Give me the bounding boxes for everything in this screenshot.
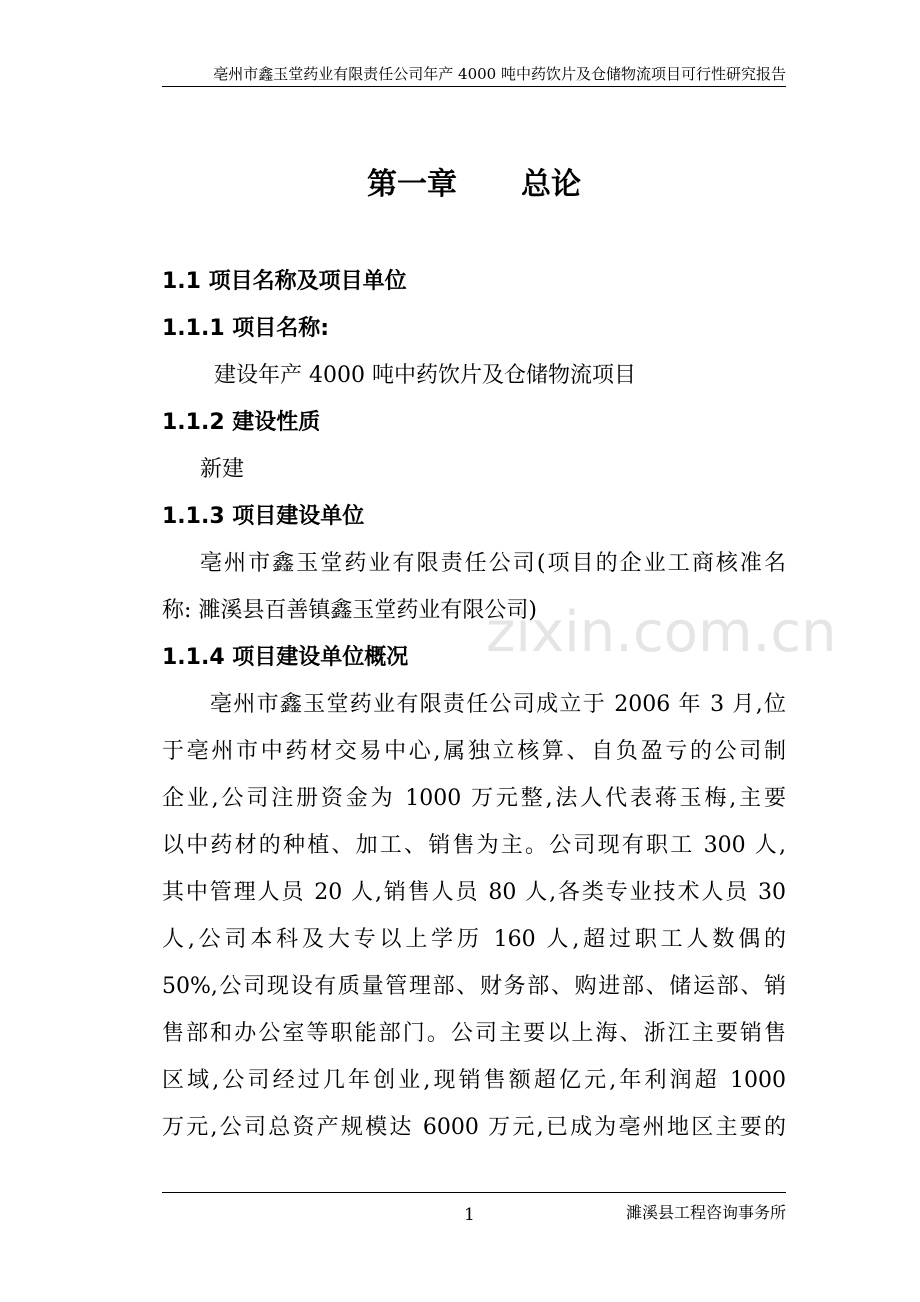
section-heading-1-1-3: 1.1.3 项目建设单位 — [162, 504, 365, 529]
document-body — [162, 258, 786, 1151]
section-heading-1-1: 1.1 项目名称及项目单位 — [162, 269, 407, 294]
construction-nature-text: 新建 — [200, 457, 245, 482]
paragraph-line: 50%,公司现设有质量管理部、财务部、购进部、储运部、销 — [162, 974, 786, 999]
paragraph-line: 于亳州市中药材交易中心,属独立核算、自负盈亏的公司制 — [162, 739, 786, 764]
chapter-heading — [162, 160, 786, 210]
section-heading-1-1-4: 1.1.4 项目建设单位概况 — [162, 645, 409, 670]
section-heading-1-1-2: 1.1.2 建设性质 — [162, 410, 321, 435]
section-heading-1-1-1: 1.1.1 项目名称: — [162, 316, 330, 341]
footer-organization: 濉溪县工程咨询事务所 — [625, 1203, 786, 1222]
running-header: 亳州市鑫玉堂药业有限责任公司年产 4000 吨中药饮片及仓储物流项目可行性研究报告 — [213, 65, 786, 83]
watermark: zixin.com.cn — [486, 600, 837, 665]
footer-divider — [162, 1192, 786, 1193]
paragraph-line: 售部和办公室等职能部门。公司主要以上海、浙江主要销售 — [162, 1021, 786, 1046]
chapter-title: 总论 — [521, 167, 581, 202]
paragraph-line: 亳州市鑫玉堂药业有限责任公司成立于 2006 年 3 月,位 — [210, 692, 786, 717]
paragraph-line: 称: 濉溪县百善镇鑫玉堂药业有限公司) — [162, 598, 537, 623]
paragraph-line: 企业,公司注册资金为 1000 万元整,法人代表蒋玉梅,主要 — [162, 786, 786, 811]
project-name-text: 建设年产 4000 吨中药饮片及仓储物流项目 — [214, 363, 636, 388]
paragraph-line: 区域,公司经过几年创业,现销售额超亿元,年利润超 1000 — [162, 1068, 786, 1093]
paragraph-line: 以中药材的种植、加工、销售为主。公司现有职工 300 人, — [162, 833, 786, 858]
paragraph-line: 其中管理人员 20 人,销售人员 80 人,各类专业技术人员 30 — [162, 880, 786, 905]
chapter-number: 第一章 — [367, 167, 457, 202]
paragraph-line: 亳州市鑫玉堂药业有限责任公司(项目的企业工商核准名 — [200, 551, 786, 576]
paragraph-line: 人,公司本科及大专以上学历 160 人,超过职工人数偶的 — [162, 927, 786, 952]
header-divider — [162, 86, 786, 87]
page-number: 1 — [464, 1205, 475, 1225]
paragraph-line: 万元,公司总资产规模达 6000 万元,已成为亳州地区主要的 — [162, 1115, 786, 1140]
